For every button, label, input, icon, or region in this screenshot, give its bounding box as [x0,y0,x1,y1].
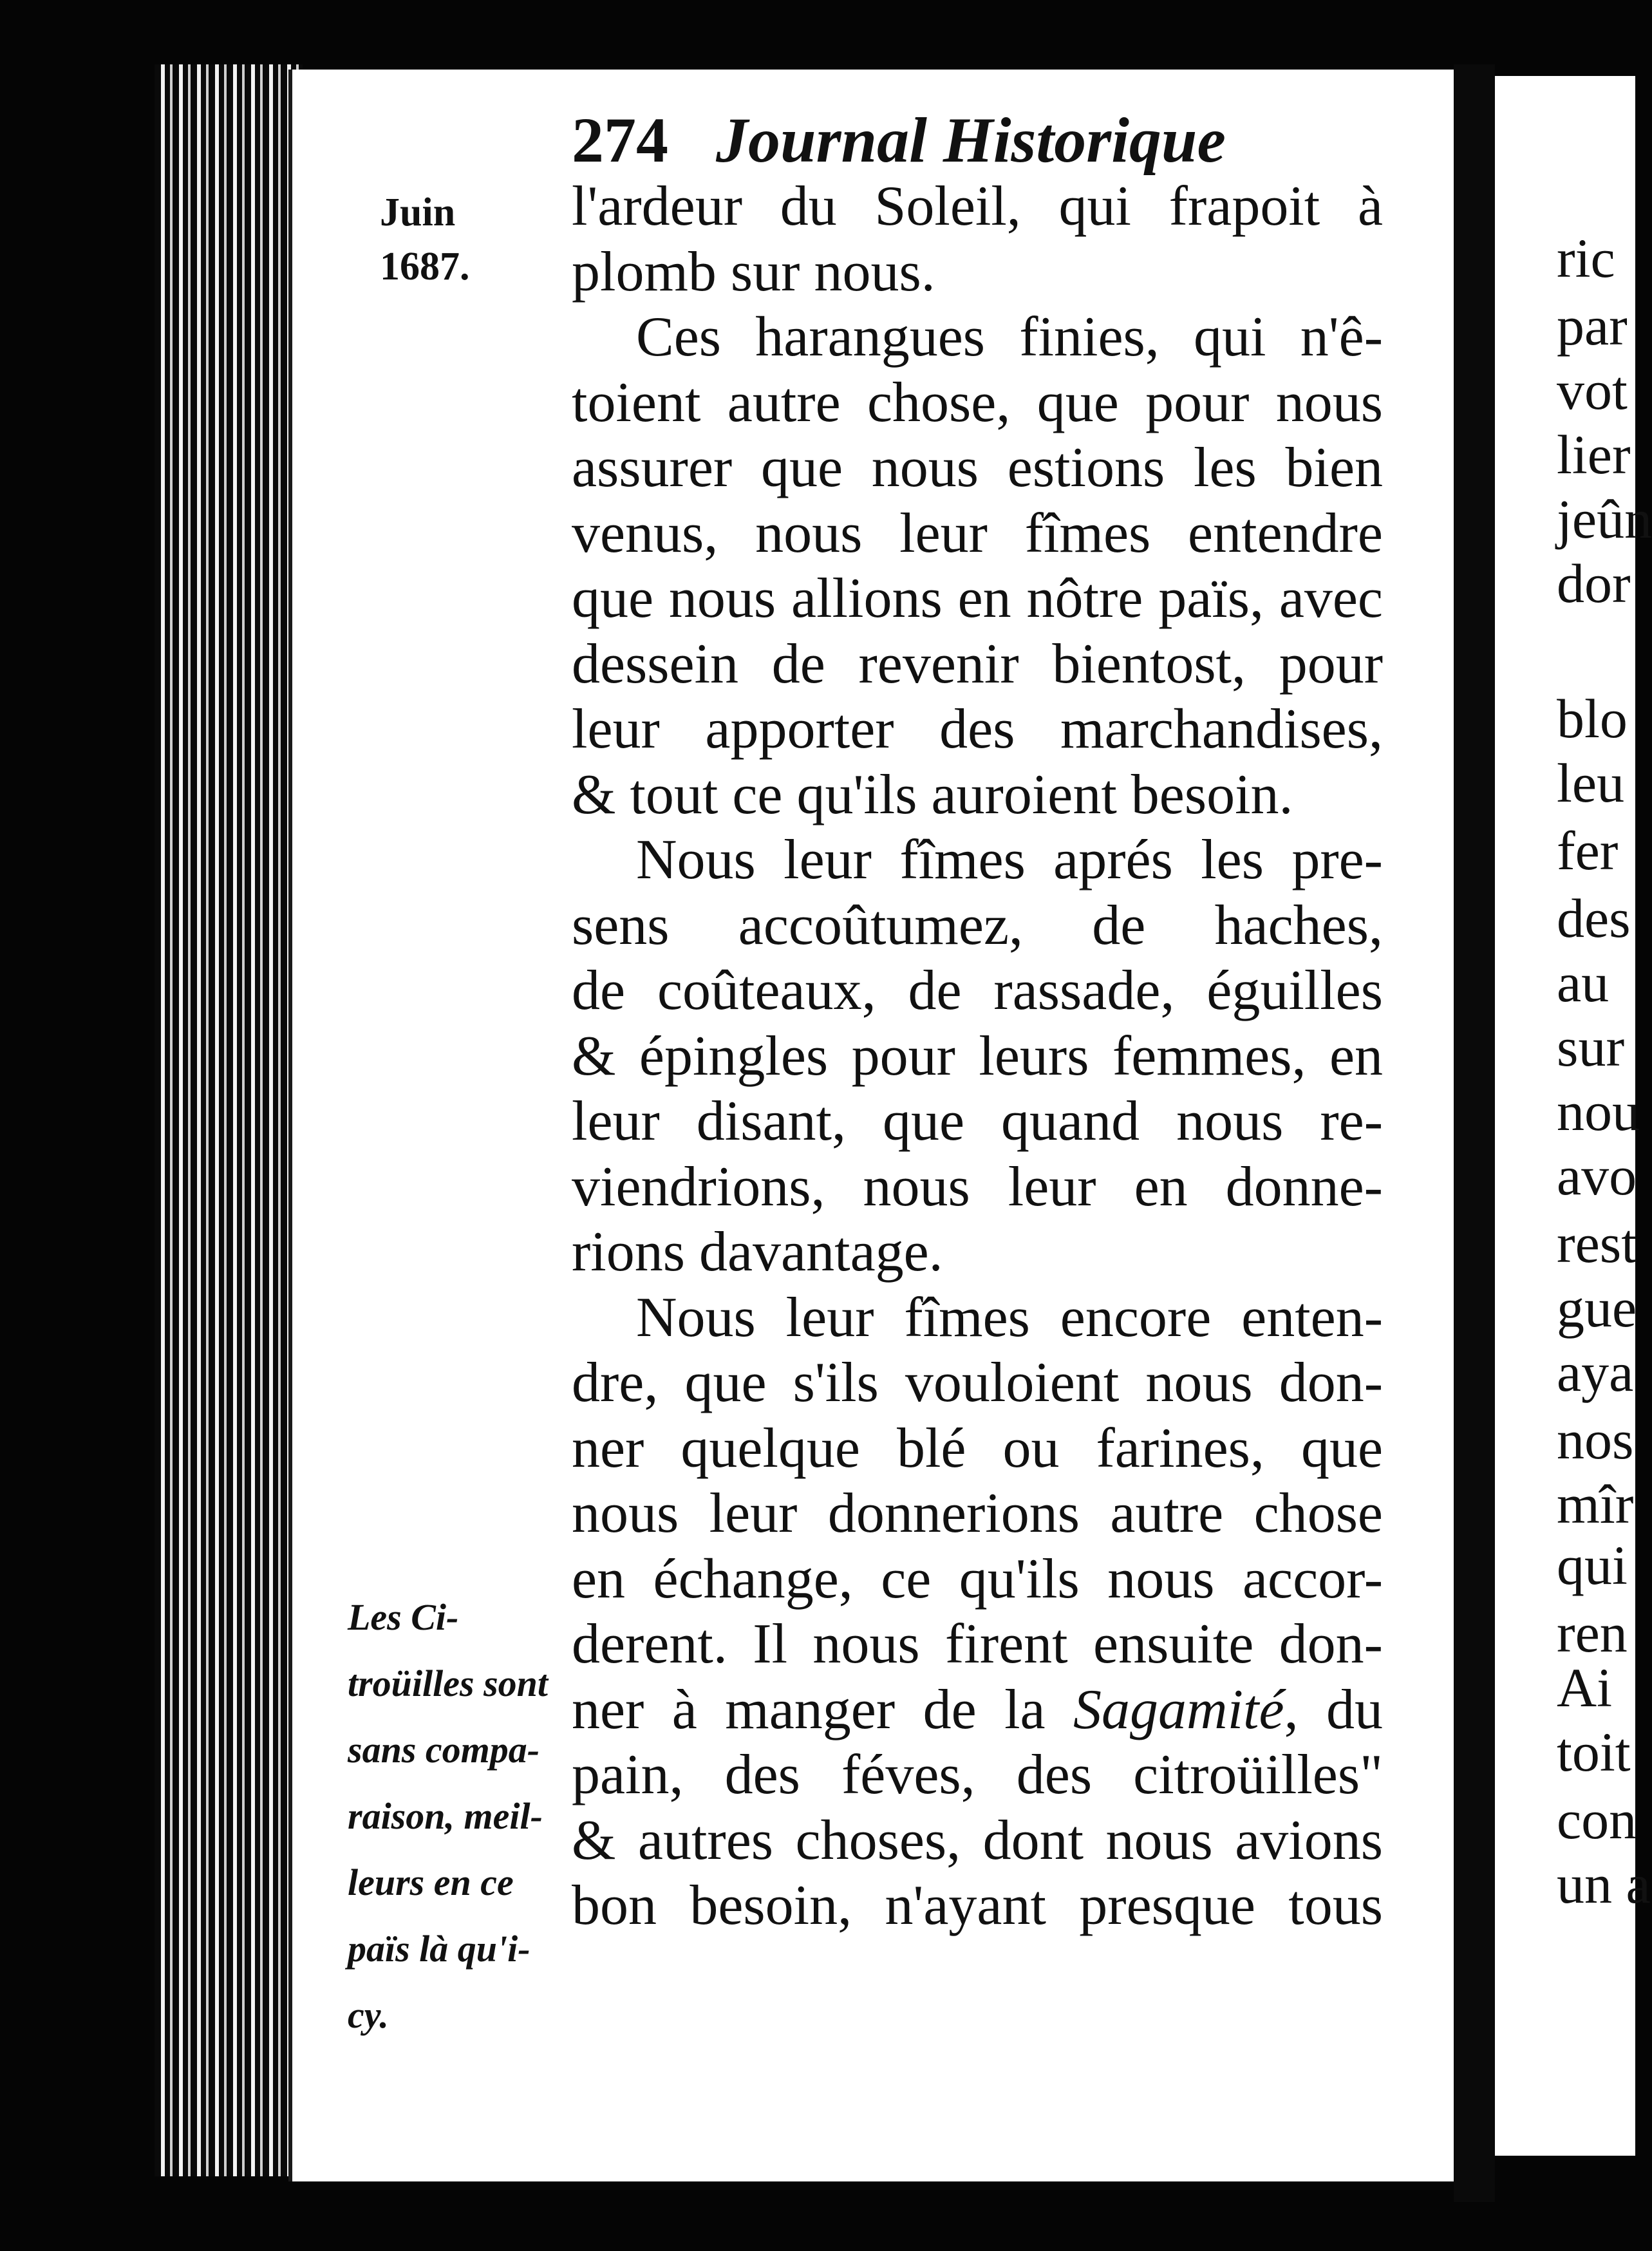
text-line-content: ner à manger de la [572,1678,1046,1741]
text-line-content: Ces harangues finies, qui n'ê- [636,306,1383,368]
book-page-edges [155,64,303,2176]
facing-line: gue [1557,1277,1637,1339]
text-line [572,1285,1383,1351]
text-line-content: dessein de revenir bientost, pour [572,632,1383,695]
running-title: Journal Historique [716,104,1226,176]
page-number: 274 [572,104,668,176]
margin-date [380,185,528,294]
text-line-content: & tout ce qu'ils auroient besoin. [572,763,1293,826]
text-line-content: Nous leur fîmes encore enten- [636,1286,1383,1349]
text-line-content: viendrions, nous leur en donne- [572,1155,1383,1218]
text-line [572,1612,1383,1677]
margin-note-line: païs là qu'i- [348,1928,530,1970]
facing-line: des [1557,887,1631,949]
facing-line: lier [1557,424,1631,485]
text-line [572,305,1383,370]
facing-line: toit [1557,1721,1631,1783]
text-line [572,1808,1383,1874]
margin-note-line: raison, meil- [348,1795,543,1837]
text-line [572,1547,1383,1612]
text-line-content: venus, nous leur fîmes entendre [572,502,1383,565]
text-line [572,958,1383,1024]
margin-note-line: Les Ci- [348,1596,459,1638]
margin-note-line: cy. [348,1994,389,2036]
text-line-content: assurer que nous estions les bien [572,437,1383,499]
facing-line: qui [1557,1534,1628,1596]
facing-line: blo [1557,688,1628,749]
facing-line: un a [1557,1853,1651,1915]
text-line-content: pain, des féves, des citroüilles" [572,1744,1383,1806]
text-line-content: sens accoûtumez, de haches, [572,894,1383,957]
text-line [572,435,1383,501]
facing-line: avo [1557,1145,1637,1207]
text-line-content: en échange, ce qu'ils nous accor- [572,1547,1383,1610]
text-line [572,1416,1383,1482]
text-line [572,501,1383,567]
text-line [572,566,1383,632]
text-line [572,370,1383,436]
facing-line: con [1557,1789,1637,1851]
text-line-content: & autres choses, dont nous avions [572,1809,1383,1872]
text-line-content: l'ardeur du Soleil, qui frapoit à [572,175,1383,238]
text-line-content: bon besoin, n'ayant presque tous [572,1874,1383,1937]
text-line [572,762,1383,828]
text-line-content: plomb sur nous. [572,240,935,303]
text-line [572,1089,1383,1154]
running-head [572,104,1261,176]
text-line [572,632,1383,697]
facing-page [1495,76,1652,2156]
facing-line: aya [1557,1341,1634,1403]
text-line [572,1350,1383,1416]
text-line [572,1154,1383,1220]
facing-line: fer [1557,820,1619,881]
book-gutter [1454,64,1495,2202]
text-line-content: de coûteaux, de rassade, éguilles [572,959,1383,1022]
text-line [572,827,1383,893]
facing-line: vot [1557,359,1628,421]
text-line-content: nous leur donnerions autre chose [572,1482,1383,1545]
text-line-content: Nous leur fîmes aprés les pre- [636,829,1383,891]
margin-note-line: sans compa- [348,1729,540,1771]
text-line-content: rions davantage. [572,1221,943,1283]
text-line [572,893,1383,959]
facing-line: par [1557,295,1628,357]
facing-line: leu [1557,752,1625,814]
text-line [572,697,1383,762]
facing-line: nou [1557,1080,1640,1142]
margin-note-line: troüilles sont [348,1662,549,1704]
text-line [572,1481,1383,1547]
text-line-content: que nous allions en nôtre païs, avec [572,567,1383,630]
italic-word: Sagamité [1073,1678,1284,1741]
facing-line: nos [1557,1409,1634,1471]
text-line-content: dre, que s'ils vouloient nous don- [572,1352,1383,1414]
text-line-content: & épingles pour leurs femmes, en [572,1024,1383,1088]
facing-line: jeûn [1557,488,1652,550]
facing-line: rest [1557,1212,1637,1274]
facing-line: au [1557,952,1610,1013]
facing-line: sur [1557,1016,1625,1078]
facing-line: mîr [1557,1473,1634,1535]
facing-line: ren [1557,1602,1628,1664]
margin-date-month: Juin [380,191,456,234]
margin-note-line: leurs en ce [348,1861,514,1903]
text-line-tail: , du [1284,1678,1383,1741]
text-line [572,1677,1383,1743]
text-line [572,1024,1383,1089]
text-line-content: toient autre chose, que pour nous [572,371,1383,434]
margin-date-year: 1687. [380,245,470,288]
facing-line: dor [1557,552,1631,614]
text-line-content: derent. Il nous firent ensuite don- [572,1613,1383,1675]
text-line [572,1220,1383,1285]
text-line-content: leur apporter des marchandises, [572,698,1383,760]
text-line-content: ner quelque blé ou farines, que [572,1417,1383,1480]
margin-note [348,1584,567,2048]
facing-line: ric [1557,227,1615,289]
text-line [572,1873,1383,1939]
text-line-content: leur disant, que quand nous re- [572,1090,1383,1153]
text-line [572,1742,1383,1808]
text-line [572,240,1383,305]
body-text [572,174,1383,1939]
facing-line: Ai [1557,1657,1612,1719]
text-line [572,174,1383,240]
